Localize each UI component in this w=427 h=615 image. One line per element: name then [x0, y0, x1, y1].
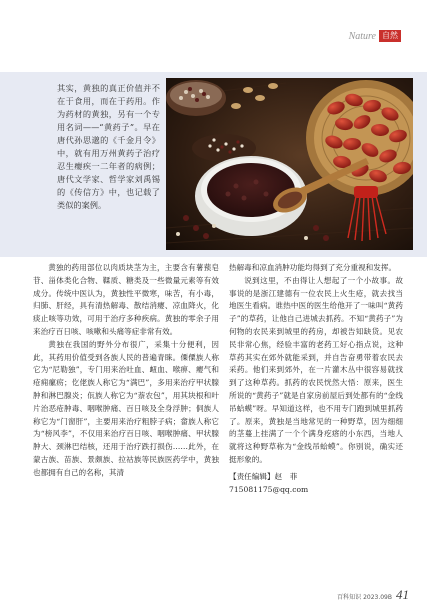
feature-photo [166, 78, 413, 250]
paragraph: 黄独在我国的野外分布很广，采集十分便利，因此，其药用价值受到各族人民的普遍青睐。傈僳族人称它为“尼勒独”，专门用来治吐血、衄血、喉痹、瘿气和疮痈瘰疬；仡佬族人称它为“满巴”，多用来治疗甲状腺肿和淋巴腺炎；佤族人称它为“萘农包”，用其块根和叶片治恶疮肿毒、咽喉肿痛、百日咳及全身浮肿；侗族人称它为“门窗肝”，主要用来治疗粗脖子病；畲族人称它为“榜风李”，不仅用来治疗百日咳、咽喉肿痛、甲状腺肿大、颈淋巴结核，还用于治疗跌打损伤……此外，在蒙古族、苗族、景颇族、拉祜族等民族医药学中，黄独也都拥有自己的名称，其清 [33, 339, 219, 477]
magazine-issue: 百科知识 2023.09B [337, 594, 392, 601]
editor-label: 【责任编辑】赵 菲 [229, 471, 298, 481]
article-body [0, 262, 427, 582]
column-right [229, 262, 403, 496]
feature-block [0, 72, 427, 257]
section-label-badge: 自然 [379, 30, 401, 42]
section-label-en: Nature [348, 30, 376, 42]
page-number: 41 [396, 587, 409, 602]
paragraph: 热解毒和凉血消肿功能均得到了充分重视和发挥。 [229, 263, 397, 272]
editor-credit [229, 471, 403, 484]
editor-email: 715081175@qq.com [229, 484, 309, 494]
page-footer [337, 587, 409, 603]
column-left [33, 262, 219, 480]
section-header [349, 30, 401, 42]
paragraph: 黄独的药用部位以肉质块茎为主，主要含有薯蓣皂苷、甾体类化合物、鞣质、糖类及一些微量元素等有效成分。传统中医认为，黄独性平微寒，味苦，有小毒，归肺、肝经，具有清热解毒、散结消瘿、凉血降火，化痰止咳等功效，可用于治疗多种疾病。黄独的零余子用来治疗百日咳、咳嗽和头痛等症非常有效。 [33, 263, 219, 336]
pull-quote: 其实，黄独的真正价值并不在于食用，而在于药用。作为药材的黄独，另有一个专用名词——“黄药子”。早在唐代孙思邈的《千金月令》中，就有用万州黄药子治疗忍生瘿疾一二年者的病例；唐代文学家、哲学家刘禹锡的《传信方》中，也记载了类似的案例。 [57, 83, 160, 210]
photo-illustration [166, 78, 413, 250]
paragraph: 说到这里，不由得让人想起了一个小故事。故事说的是浙江建德有一位农民上火生疮，就去找当地医生看病。谁热中医的医生给他开了一味叫“黄药子”的草药，让他自己进城去抓药。不知“黄药子”为何物的农民来到城里的药房，却被告知缺货。见农民非常心焦，经验丰富的老药工好心指点说，这种草药其实在郊外就能采到，并自告奋勇带着农民去采药。他们来到郊外，在一片灌木丛中很容易就找到了这种草药。抓药的农民恍然大悟：原来，医生所说的“黄药子”就是自家房前屋后到处都有的“金线吊蛤蟆”呀。早知道这样，也不用专门跑到城里抓药了。原来，黄独是当地常见的一种野草，因为细细的茎蔓上挂满了一个个满身疙瘩的小东西，当地人就将这种野草称为“金线吊蛤蟆”。你别说，确实还挺形象的。 [229, 275, 403, 464]
